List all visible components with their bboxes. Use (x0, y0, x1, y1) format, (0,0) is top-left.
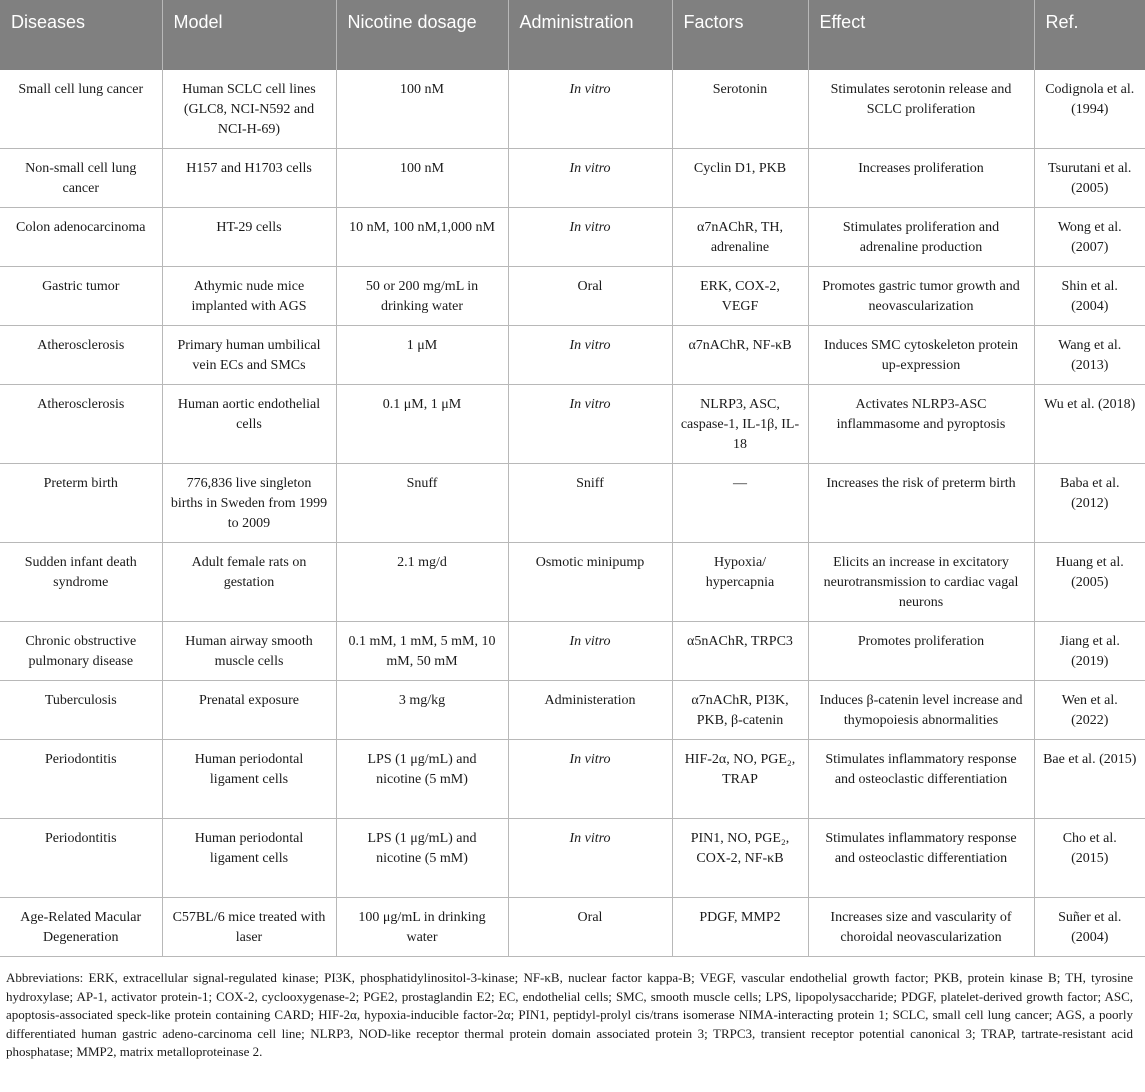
table-row (0, 543, 1145, 622)
factors-cell: α5nAChR, TRPC3 (672, 622, 808, 681)
administration-cell: In vitro (508, 326, 672, 385)
administration-cell: In vitro (508, 208, 672, 267)
effect-cell: Elicits an increase in excitatory neurotransmission to cardiac vagal neurons (808, 543, 1034, 622)
effect-cell: Stimulates inflammatory response and osteoclastic differentiation (808, 740, 1034, 819)
factors-cell: α7nAChR, PI3K, PKB, β-catenin (672, 681, 808, 740)
ref-cell: Baba et al. (2012) (1034, 464, 1145, 543)
effect-cell: Activates NLRP3-ASC inflammasome and pyroptosis (808, 385, 1034, 464)
dosage-cell: 1 μM (336, 326, 508, 385)
table-row (0, 267, 1145, 326)
ref-cell: Huang et al. (2005) (1034, 543, 1145, 622)
table-body (0, 70, 1145, 957)
administration-cell: Administeration (508, 681, 672, 740)
factors-cell: PIN1, NO, PGE₂, COX-2, NF-κB (672, 819, 808, 898)
disease-cell: Sudden infant death syndrome (0, 543, 162, 622)
administration-cell: In vitro (508, 385, 672, 464)
ref-cell: Wu et al. (2018) (1034, 385, 1145, 464)
model-cell: Prenatal exposure (162, 681, 336, 740)
effect-cell: Increases proliferation (808, 149, 1034, 208)
administration-cell: In vitro (508, 819, 672, 898)
table-row (0, 326, 1145, 385)
administration-cell: Sniff (508, 464, 672, 543)
model-cell: Athymic nude mice implanted with AGS (162, 267, 336, 326)
factors-cell: α7nAChR, NF-κB (672, 326, 808, 385)
disease-cell: Colon adenocarcinoma (0, 208, 162, 267)
ref-cell: Suñer et al. (2004) (1034, 898, 1145, 957)
disease-cell: Atherosclerosis (0, 326, 162, 385)
disease-cell: Non-small cell lung cancer (0, 149, 162, 208)
factors-cell: — (672, 464, 808, 543)
table-row (0, 622, 1145, 681)
ref-cell: Tsurutani et al. (2005) (1034, 149, 1145, 208)
administration-cell: In vitro (508, 70, 672, 149)
model-cell: Human periodontal ligament cells (162, 819, 336, 898)
model-cell: Human SCLC cell lines (GLC8, NCI-N592 and NCI-H-69) (162, 70, 336, 149)
effect-cell: Induces β-catenin level increase and thymopoiesis abnormalities (808, 681, 1034, 740)
administration-cell: In vitro (508, 740, 672, 819)
ref-cell: Wong et al. (2007) (1034, 208, 1145, 267)
disease-cell: Age-Related Macular Degeneration (0, 898, 162, 957)
administration-cell: Oral (508, 898, 672, 957)
header-administration: Administration (508, 0, 672, 70)
table-row (0, 819, 1145, 898)
factors-cell: NLRP3, ASC, caspase-1, IL-1β, IL-18 (672, 385, 808, 464)
model-cell: Human aortic endothelial cells (162, 385, 336, 464)
header-ref: Ref. (1034, 0, 1145, 70)
model-cell: 776,836 live singleton births in Sweden from 1999 to 2009 (162, 464, 336, 543)
table-row (0, 70, 1145, 149)
table-row (0, 149, 1145, 208)
dosage-cell: 100 μg/mL in drinking water (336, 898, 508, 957)
effect-cell: Promotes proliferation (808, 622, 1034, 681)
table-row (0, 898, 1145, 957)
header-row (0, 0, 1145, 70)
factors-cell: ERK, COX-2, VEGF (672, 267, 808, 326)
dosage-cell: 2.1 mg/d (336, 543, 508, 622)
table-row (0, 208, 1145, 267)
dosage-cell: Snuff (336, 464, 508, 543)
disease-cell: Preterm birth (0, 464, 162, 543)
disease-cell: Periodontitis (0, 819, 162, 898)
header-model: Model (162, 0, 336, 70)
dosage-cell: 10 nM, 100 nM,1,000 nM (336, 208, 508, 267)
ref-cell: Wen et al. (2022) (1034, 681, 1145, 740)
factors-cell: HIF-2α, NO, PGE₂, TRAP (672, 740, 808, 819)
dosage-cell: LPS (1 μg/mL) and nicotine (5 mM) (336, 819, 508, 898)
table-row (0, 740, 1145, 819)
header-effect: Effect (808, 0, 1034, 70)
dosage-cell: LPS (1 μg/mL) and nicotine (5 mM) (336, 740, 508, 819)
ref-cell: Jiang et al. (2019) (1034, 622, 1145, 681)
ref-cell: Cho et al. (2015) (1034, 819, 1145, 898)
dosage-cell: 100 nM (336, 149, 508, 208)
header-diseases: Diseases (0, 0, 162, 70)
abbreviations-footnote: Abbreviations: ERK, extracellular signal-regulated kinase; PI3K, phosphatidylinositol-3-kinase; NF-κB, nuclear factor kappa-B; VEGF, vascular endothelial growth factor; PKB, protein kinase B; TH, tyrosine hydroxylase; AP-1, activator protein-1; COX-2, cyclooxygenase-2; PGE2, prostaglandin E2; EC, endothelial cells; SMC, smooth muscle cells; LPS, lipopolysaccharide; PDGF, platelet-derived growth factor; ASC, apoptosis-associated speck-like protein containing CARD; HIF-2α, hypoxia-inducible factor-2α; PIN1, peptidyl-prolyl cis/trans isomerase NIMA-interacting protein 1; SCLC, small cell lung cancer; AGS, a poorly differentiated human gastric adeno-carcinoma cell line; NLRP3, NOD-like receptor thermal protein domain associated protein 3; TRPC3, transient receptor potential canonical 3; TRAP, tartrate-resistant acid phosphatase; MMP2, matrix metalloproteinase 2. (6, 970, 1133, 1059)
effect-cell: Induces SMC cytoskeleton protein up-expression (808, 326, 1034, 385)
administration-cell: In vitro (508, 149, 672, 208)
table-row (0, 385, 1145, 464)
model-cell: H157 and H1703 cells (162, 149, 336, 208)
factors-cell: PDGF, MMP2 (672, 898, 808, 957)
model-cell: HT-29 cells (162, 208, 336, 267)
administration-cell: Osmotic minipump (508, 543, 672, 622)
disease-cell: Atherosclerosis (0, 385, 162, 464)
header-nicotine-dosage: Nicotine dosage (336, 0, 508, 70)
table-row (0, 681, 1145, 740)
factors-cell: α7nAChR, TH, adrenaline (672, 208, 808, 267)
effect-cell: Increases size and vascularity of choroidal neovascularization (808, 898, 1034, 957)
disease-cell: Small cell lung cancer (0, 70, 162, 149)
model-cell: Adult female rats on gestation (162, 543, 336, 622)
disease-cell: Chronic obstructive pulmonary disease (0, 622, 162, 681)
disease-cell: Tuberculosis (0, 681, 162, 740)
effect-cell: Promotes gastric tumor growth and neovascularization (808, 267, 1034, 326)
model-cell: Human periodontal ligament cells (162, 740, 336, 819)
ref-cell: Wang et al. (2013) (1034, 326, 1145, 385)
dosage-cell: 50 or 200 mg/mL in drinking water (336, 267, 508, 326)
dosage-cell: 0.1 μM, 1 μM (336, 385, 508, 464)
ref-cell: Bae et al. (2015) (1034, 740, 1145, 819)
model-cell: C57BL/6 mice treated with laser (162, 898, 336, 957)
ref-cell: Shin et al. (2004) (1034, 267, 1145, 326)
effect-cell: Stimulates inflammatory response and osteoclastic differentiation (808, 819, 1034, 898)
dosage-cell: 100 nM (336, 70, 508, 149)
dosage-cell: 3 mg/kg (336, 681, 508, 740)
ref-cell: Codignola et al. (1994) (1034, 70, 1145, 149)
factors-cell: Serotonin (672, 70, 808, 149)
disease-cell: Gastric tumor (0, 267, 162, 326)
factors-cell: Hypoxia/ hypercapnia (672, 543, 808, 622)
model-cell: Primary human umbilical vein ECs and SMCs (162, 326, 336, 385)
model-cell: Human airway smooth muscle cells (162, 622, 336, 681)
dosage-cell: 0.1 mM, 1 mM, 5 mM, 10 mM, 50 mM (336, 622, 508, 681)
effect-cell: Stimulates serotonin release and SCLC proliferation (808, 70, 1034, 149)
header-factors: Factors (672, 0, 808, 70)
factors-cell: Cyclin D1, PKB (672, 149, 808, 208)
effect-cell: Stimulates proliferation and adrenaline production (808, 208, 1034, 267)
effect-cell: Increases the risk of preterm birth (808, 464, 1034, 543)
table-row (0, 464, 1145, 543)
administration-cell: Oral (508, 267, 672, 326)
disease-cell: Periodontitis (0, 740, 162, 819)
administration-cell: In vitro (508, 622, 672, 681)
